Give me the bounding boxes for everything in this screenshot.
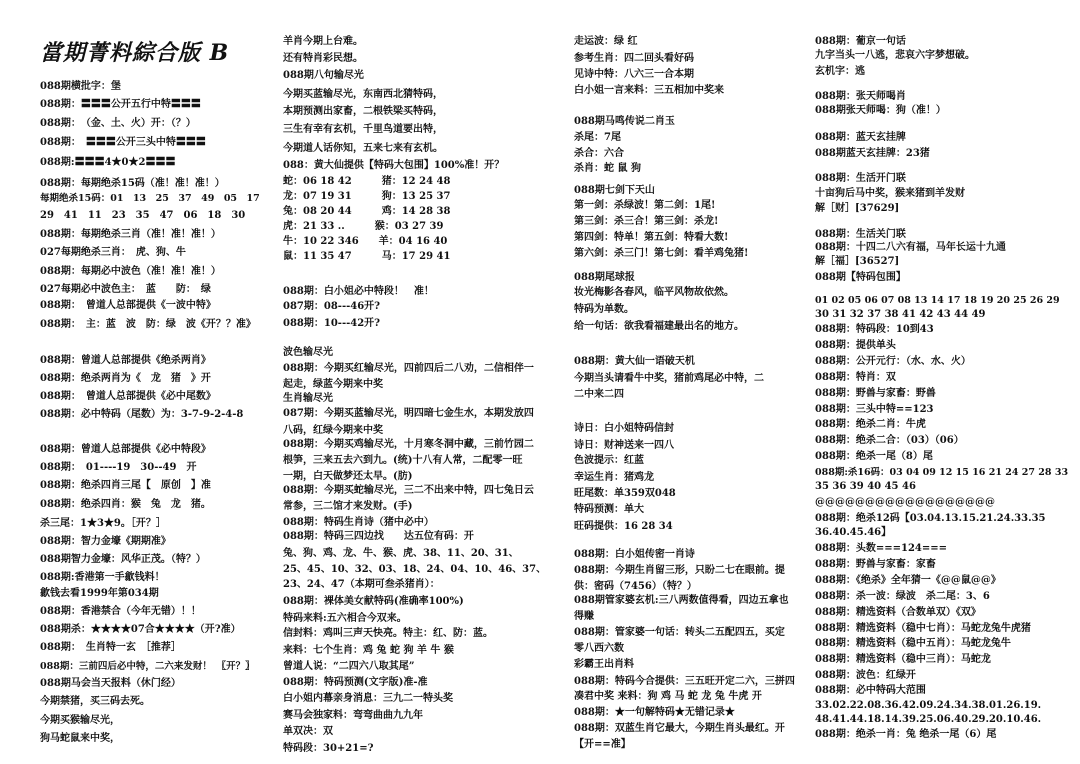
col2-line-5: 本期预测出家畜，二根铁梁买特码， — [283, 106, 443, 117]
col4-line-43: 088期：绝杀一肖：兔 绝杀一尾（6）尾 — [815, 729, 997, 740]
col3-line-14: 088期尾球报 — [574, 272, 635, 283]
col2-line-3: 088期八句输尽光 — [283, 70, 364, 81]
col3-line-40: 【开==准】 — [574, 739, 631, 750]
col2-line-9: 蛇：06 18 42 猪：12 24 48 — [283, 176, 451, 187]
col2-line-18: 波色输尽光 — [283, 347, 333, 358]
column-1 — [40, 0, 265, 764]
col3-line-39: 088期：双蓝生肖它最大，今期生肖头最红。开 — [574, 723, 785, 734]
col4-line-12: 088期：十四二八六有福，马年长运十九通 — [815, 242, 1006, 253]
col2-line-8: 088：黄大仙提供【特码大包围】100%准！开？ — [283, 160, 505, 171]
col4-line-16: 30 31 32 37 38 41 42 43 44 49 — [815, 309, 986, 320]
col4-line-31: 088期：头数===124=== — [815, 543, 948, 554]
col1-line-15: 088期：曾道人总部提供《绝杀两肖》 — [40, 355, 211, 366]
col4-line-22: 088期：三头中特==123 — [815, 404, 934, 415]
col2-line-37: 来料：七个生肖：鸡 兔 蛇 狗 羊 牛 猴 — [283, 645, 454, 656]
col2-line-42: 单双决：双 — [283, 726, 333, 737]
col2-line-38: 曾道人说：“二四六八取其尾” — [283, 661, 415, 672]
col2-line-20: 起走，绿蓝今期来中奖 — [283, 379, 383, 390]
col1-line-12: 027每期必中波色主： 蓝 防： 绿 — [40, 284, 211, 295]
col3-line-7: 杀合：六合 — [574, 148, 624, 159]
col2-line-32: 25、45、10、32、03、18、24、04、10、46、37、 — [283, 564, 547, 575]
col4-line-35: 088期：精选资料（合数单双）《双》 — [815, 607, 981, 618]
col2-line-43: 特码段：30+21=? — [283, 743, 374, 754]
col3-line-5: 088期马鸣传说二肖玉 — [574, 116, 675, 127]
col3-line-6: 杀尾：7尾 — [574, 132, 621, 143]
col1-line-11: 088期：每期必中波色（准！准！准！） — [40, 266, 221, 277]
col4-line-2: 九字当头一八逃，悲哀六字梦想破。 — [815, 50, 975, 61]
col2-line-35: 特码来料:五六相合今双来。 — [283, 613, 407, 624]
col3-line-11: 第三剑：杀三合！第三剑：杀龙! — [574, 216, 719, 227]
col4-line-42: 48.41.44.18.14.39.25.06.40.29.20.10.46. — [815, 714, 1042, 725]
col3-line-26: 特码预测：单大 — [574, 504, 644, 515]
col3-line-3: 见诗中特：八六三一合本期 — [574, 69, 694, 80]
col3-line-4: 白小姐一言来料：三五相加中奖来 — [574, 85, 724, 96]
col4-line-18: 088期：提供单头 — [815, 340, 896, 351]
col3-line-37: 凑君中奖 来料：狗 鸡 马 蛇 龙 兔 牛虎 开 — [574, 691, 762, 702]
col1-line-23: 杀三尾：1★3★9。［开？］ — [40, 518, 166, 529]
col2-line-2: 还有特肖彩民想。 — [283, 53, 363, 64]
page-title: 當期菁料綜合版 B — [40, 40, 230, 66]
col3-line-28: 088期：白小姐传密一肖诗 — [574, 549, 695, 560]
col3-line-10: 第一剑：杀绿波！第二剑：1尾! — [574, 200, 716, 211]
col1-line-26: 088期:香港第一手歙钱料！ — [40, 572, 165, 583]
col1-line-5: 088期:〓〓〓4★0★2〓〓〓 — [40, 157, 176, 168]
col1-line-4: 088期： 〓〓〓公开三头中特〓〓〓 — [40, 137, 206, 148]
col2-line-24: 088期：今期买鸡输尽光，十月寒冬洞中藏，三前竹园二 — [283, 439, 534, 450]
col4-line-15: 01 02 05 06 07 08 13 14 17 18 19 20 25 26 29 — [815, 295, 1060, 306]
col1-line-34: 今期买猴输尽光， — [40, 715, 120, 726]
col2-line-17: 088期：10---42开? — [283, 318, 381, 329]
col3-line-25: 旺尾数：单359双048 — [574, 488, 676, 499]
col4-line-37: 088期：精选资料（稳中五肖）：马蛇龙兔牛 — [815, 638, 1011, 649]
col2-line-39: 088期：特码预测(文字版)准-准 — [283, 677, 428, 688]
col4-line-23: 088期：绝杀二肖：牛虎 — [815, 419, 926, 430]
col4-line-38: 088期：精选资料（稳中三肖）：马蛇龙 — [815, 654, 991, 665]
col2-line-12: 虎：21 33 .. 猴：03 27 39 — [283, 221, 444, 232]
col2-line-34: 088期：裸体美女献特码(准确率100%) — [283, 596, 464, 607]
col3-line-30: 供：密码（7456）（特？） — [574, 581, 697, 592]
col4-line-29: 088期：绝杀12码【03.04.13.15.21.24.33.35 — [815, 513, 1046, 524]
column-2 — [283, 0, 558, 764]
col1-line-7: 每期绝杀15码：01 13 25 37 49 05 17 — [40, 193, 260, 204]
col1-line-6: 088期：每期绝杀15码（准！准！准！） — [40, 178, 225, 189]
col2-line-22: 087期：今期买蓝输尽光，明四暗七金生水，本期发放四 — [283, 408, 534, 419]
col2-line-7: 今期道人话你知，五来七来有玄机。 — [283, 143, 443, 154]
col2-line-10: 龙：07 19 31 狗：13 25 37 — [283, 191, 451, 202]
col3-line-33: 088期：管家婆一句话：转头二五配四五，买定 — [574, 627, 785, 638]
col4-line-14: 088期【特码包围】 — [815, 272, 906, 283]
col1-line-20: 088期： 01----19 30--49 开 — [40, 462, 197, 473]
column-4 — [815, 0, 1070, 764]
col3-line-8: 杀肖：蛇 鼠 狗 — [574, 163, 641, 174]
col2-line-15: 088期：白小姐必中特段！ 准！ — [283, 286, 434, 297]
col4-line-19: 088期：公开元行：（水、水、火） — [815, 356, 971, 367]
col3-line-38: 088期：★一句解特码★无错记录★ — [574, 707, 735, 718]
col4-line-3: 玄机字：逃 — [815, 66, 865, 77]
col3-line-16: 特码为单数。 — [574, 304, 634, 315]
col4-line-39: 088期：波色：红绿开 — [815, 670, 916, 681]
col4-line-11: 088期：生活关门联 — [815, 229, 906, 240]
col1-line-14: 088期： 主：蓝 波 防：绿 波《开？？准》 — [40, 319, 256, 330]
col3-line-18: 088期：黄大仙一语破天机 — [574, 356, 695, 367]
col4-line-40: 088期：必中特码大范围 — [815, 685, 926, 696]
col4-line-30: 36.40.45.46】 — [815, 527, 892, 538]
col2-line-29: 088期：特码生肖诗（猪中必中） — [283, 517, 434, 528]
col1-line-16: 088期：绝杀两肖为《 龙 猪 》开 — [40, 373, 211, 384]
col1-line-25: 088期智力金壕：风华正茂。（特？） — [40, 554, 206, 565]
col2-line-16: 087期：08---46开? — [283, 301, 381, 312]
col3-line-29: 088期：今期生肖留三形，只盼二七在眼前。提 — [574, 565, 785, 576]
col4-line-41: 33.02.22.08.36.42.09.24.34.38.01.26.19. — [815, 700, 1042, 711]
col4-line-17: 088期：特码段：10到43 — [815, 324, 934, 335]
col2-line-26: 一期，白天做梦还太早。(肪) — [283, 471, 413, 482]
col2-line-13: 牛：10 22 346 羊：04 16 40 — [283, 236, 448, 247]
col1-line-19: 088期：曾道人总部提供《必中特段》 — [40, 444, 211, 455]
col1-line-18: 088期：必中特码（尾数）为：3-7-9-2-4-8 — [40, 409, 244, 420]
col1-line-17: 088期： 曾道人总部提供《必中尾数》 — [40, 391, 216, 402]
col1-line-8: 29 41 11 23 35 47 06 18 30 — [40, 210, 246, 221]
col4-line-21: 088期：野兽与家畜：野兽 — [815, 388, 936, 399]
col1-line-13: 088期： 曾道人总部提供《一波中特》 — [40, 300, 216, 311]
col2-line-19: 088期：今期买红输尽光，四前四后二八劝，二信相伴一 — [283, 363, 534, 374]
col3-line-9: 088期七剑下天山 — [574, 185, 655, 196]
col2-line-1: 羊肖今期上台难。 — [283, 36, 363, 47]
col1-line-27: 歙钱去看1999年第034期 — [40, 588, 159, 599]
col3-line-35: 彩霸王出肖料 — [574, 659, 634, 670]
col2-line-41: 赛马会独家料：弯弯曲曲九九年 — [283, 710, 423, 721]
col4-line-13: 解［福］[36527] — [815, 256, 900, 267]
col3-line-1: 走运波：绿 红 — [574, 36, 638, 47]
col1-line-10: 027每期绝杀三肖： 虎、狗、牛 — [40, 247, 186, 258]
col4-line-4: 088期：张天师喝肖 — [815, 91, 906, 102]
col2-line-6: 三生有幸有玄机，千里鸟道要出特， — [283, 124, 443, 135]
col4-line-25: 088期：绝杀一尾（8）尾 — [815, 451, 933, 462]
col3-line-13: 第六剑：杀三门！第七剑：看羊鸡兔猪! — [574, 248, 749, 259]
col4-line-1: 088期：葡京一句话 — [815, 36, 906, 47]
col2-line-27: 088期：今期买蛇输尽光，三二不出来中特，四七兔日云 — [283, 485, 534, 496]
col3-line-27: 旺码提供：16 28 34 — [574, 521, 673, 532]
col2-line-11: 兔：08 20 44 鸡：14 28 38 — [283, 206, 451, 217]
col4-line-5: 088期张天师喝：狗（准！） — [815, 105, 946, 116]
col3-line-15: 妆光梅影各春风，临平风物故依然。 — [574, 287, 734, 298]
col4-line-24: 088期：绝杀二合：（03）（06） — [815, 435, 964, 446]
col2-line-36: 信封料：鸡叫三声天快亮。特主：红、防：蓝。 — [283, 628, 493, 639]
col3-line-12: 第四剑：特单！第五剑：特看大数! — [574, 232, 729, 243]
col1-line-21: 088期：绝杀四肖三尾【 原创 】准 — [40, 480, 211, 491]
col2-line-31: 兔、狗、鸡、龙、牛、猴、虎、38、11、20、31、 — [283, 548, 519, 559]
col3-line-32: 得赚 — [574, 611, 594, 622]
col4-line-10: 解［财］[37629] — [815, 203, 900, 214]
col3-line-23: 色波提示：红蓝 — [574, 455, 644, 466]
col1-line-28: 088期：香港禁合（今年无错）！！ — [40, 606, 201, 617]
col1-line-9: 088期：每期绝杀三肖（准！准！准！） — [40, 229, 221, 240]
col1-line-35: 狗马蛇鼠来中奖， — [40, 733, 120, 744]
col4-line-28: @@@@@@@@@@@@@@@@@@ — [815, 497, 995, 508]
col3-line-24: 幸运生肖：猪鸡龙 — [574, 472, 654, 483]
col2-line-14: 鼠：11 35 47 马：17 29 41 — [283, 251, 451, 262]
col1-line-32: 088期马会当天报料（休门经） — [40, 678, 181, 689]
col3-line-36: 088期：特码今合提供：三五旺开定二六，三拼四 — [574, 676, 795, 687]
col1-line-2: 088期：〓〓〓公开五行中特〓〓〓 — [40, 99, 201, 110]
col2-line-23: 八码，红绿今期来中奖 — [283, 425, 383, 436]
col3-line-22: 诗日：财神送来一四八 — [574, 440, 674, 451]
col2-line-40: 白小姐内幕亲身消息：三九二一特头奖 — [283, 693, 453, 704]
col3-line-20: 二中来二四 — [574, 389, 624, 400]
col2-line-30: 088期：特码三四边找 达五位有码：开 — [283, 531, 474, 542]
col1-line-22: 088期：绝杀四肖：猴 兔 龙 猪。 — [40, 499, 211, 510]
col4-line-7: 088期蓝天玄挂牌：23猪 — [815, 148, 930, 159]
col1-line-3: 088期： （金、土、火）开：（？） — [40, 118, 196, 129]
col1-line-1: 088期横批字：堡 — [40, 81, 121, 92]
col4-line-9: 十亩狗后马中奖，猴来猪到羊发财 — [815, 188, 965, 199]
col1-line-31: 088期：三前四后必中特，二六来发财！ 〖开？〗 — [40, 661, 255, 672]
col2-line-4: 今期买蓝输尽光，东南西北猜特码， — [283, 89, 443, 100]
col3-line-19: 今期当头请看牛中奖，猪前鸡尾必中特，二 — [574, 373, 764, 384]
col2-line-25: 根笋，三来五去六到九。(统)十八有人常，二配零一旺 — [283, 455, 523, 466]
col3-line-31: 088期管家婆玄机:三八两数值得看，四边五拿也 — [574, 595, 789, 606]
col4-line-8: 088期：生活开门联 — [815, 173, 906, 184]
col1-line-30: 088期： 生肖特一玄 ［推荐］ — [40, 642, 181, 653]
col1-line-29: 088期杀：★★★★07合★★★★（开?准） — [40, 624, 241, 635]
col2-line-21: 生肖输尽光 — [283, 393, 333, 404]
col3-line-34: 零八西六数 — [574, 643, 624, 654]
col2-line-28: 常参，三二馆才来发财。(手) — [283, 501, 413, 512]
col4-line-26: 088期:杀16码：03 04 09 12 15 16 21 24 27 28 33 — [815, 467, 1069, 478]
col4-line-20: 088期：特肖：双 — [815, 372, 896, 383]
col4-line-36: 088期：精选资料（稳中七肖）：马蛇龙兔牛虎猪 — [815, 623, 1031, 634]
col1-line-24: 088期：智力金壕《期期准》 — [40, 536, 171, 547]
col4-line-27: 35 36 39 40 45 46 — [815, 481, 916, 492]
col4-line-6: 088期：蓝天玄挂牌 — [815, 132, 906, 143]
col2-line-33: 23、24、47（本期可叁杀猪肖）： — [283, 579, 440, 590]
col4-line-33: 088期：《绝杀》全年猜一《@@鼠@@》 — [815, 575, 1001, 586]
col4-line-32: 088期：野兽与家畜：家畜 — [815, 559, 936, 570]
column-3 — [574, 0, 806, 764]
col1-line-33: 今期禁猪，买三码去死。 — [40, 696, 150, 707]
col3-line-17: 给一句话：欲我看福建最出名的地方。 — [574, 321, 744, 332]
col3-line-2: 参考生肖：四二回头看好码 — [574, 53, 694, 64]
col3-line-21: 诗日：白小姐特码信封 — [574, 423, 674, 434]
col4-line-34: 088期：杀一波：绿波 杀二尾：3、6 — [815, 591, 990, 602]
